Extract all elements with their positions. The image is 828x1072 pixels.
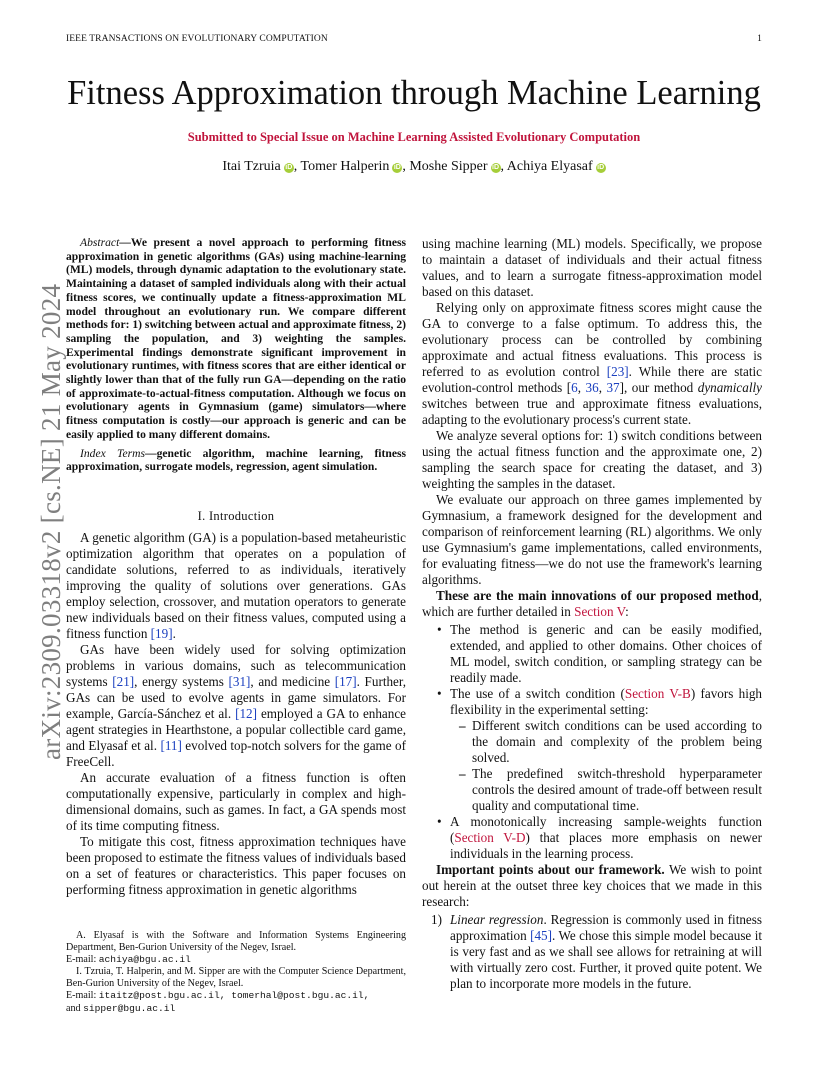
text: A genetic algorithm (GA) is a population-based metaheuristic optimization algorithm that operates on a population of candidate solutions, referred to as individuals, iteratively improving the quality of solutions over generations. GAs employ selection, crossover, and mutation operators to generate new individuals based on their fitness values, computed using a fitness function bbox=[66, 529, 406, 641]
paragraph: These are the main innovations of our proposed method, which are further detailed in Section V: bbox=[422, 588, 762, 619]
text: GAs have been widely used for solving optimization problems in various domains, such as telecommunication systems bbox=[66, 641, 406, 689]
text: A monotonically increasing sample-weights function ( bbox=[450, 814, 762, 845]
text: . While there are static evolution-control methods [ bbox=[422, 364, 762, 395]
orcid-icon[interactable]: iD bbox=[393, 164, 401, 171]
text: . Regression is commonly used in fitness approximation bbox=[450, 912, 762, 943]
paragraph: To mitigate this cost, fitness approximation techniques have been proposed to estimate the fitness values of individuals based on a set of features or characteristics. This paper focuses on performing fitness approximation in genetic algorithms bbox=[66, 833, 406, 897]
list-number: 1) bbox=[431, 912, 442, 927]
citation-link[interactable]: [19] bbox=[150, 625, 173, 641]
orcid-icon[interactable]: iD bbox=[285, 164, 293, 171]
paragraph: A genetic algorithm (GA) is a population-based metaheuristic optimization algorithm that operates on a population of candidate solutions, referred to as individuals, iteratively improving the quality of solutions over generations. GAs employ selection, crossover, and mutation operators to generate new individuals based on their fitness values, computed using a fitness function [19]. bbox=[66, 529, 406, 641]
list-item bbox=[450, 686, 762, 814]
running-head bbox=[66, 34, 762, 44]
text: , energy systems bbox=[134, 673, 229, 689]
text: switches between true and approximate fitness evaluations, adapting to the evolutionary process's current state. bbox=[422, 396, 762, 427]
paragraph: using machine learning (ML) models. Specifically, we propose to maintain a dataset of individuals and their actual fitness values, and to learn a surrogate fitness-approximation model based on this dataset. bbox=[422, 236, 762, 299]
paper-title: Fitness Approximation through Machine Learning bbox=[67, 74, 761, 112]
citation-link[interactable]: [23] bbox=[606, 364, 629, 379]
index-terms-text: —genetic algorithm, machine learning, fitness approximation, surrogate models, regression, agent simulation. bbox=[66, 446, 407, 474]
email-link[interactable]: achiya@bgu.ac.il bbox=[98, 954, 191, 966]
email-link[interactable]: itaitz@post.bgu.ac.il, tomerhal@post.bgu.ac.il, bbox=[98, 990, 370, 1002]
citation-link[interactable]: [45] bbox=[530, 928, 552, 943]
email-link[interactable]: sipper@bgu.ac.il bbox=[83, 1002, 176, 1014]
author-name: Tomer Halperin bbox=[300, 159, 390, 174]
text: These are the main innovations of our proposed method bbox=[436, 588, 759, 603]
footnote bbox=[66, 966, 406, 1014]
paper-subtitle: Submitted to Special Issue on Machine Learning Assisted Evolutionary Computation bbox=[187, 130, 641, 144]
abstract-label: Abstract bbox=[80, 236, 120, 249]
section-link[interactable]: Section V-D bbox=[454, 830, 526, 845]
key-choices-list bbox=[422, 912, 762, 992]
paragraph: An accurate evaluation of a fitness function is often computationally expensive, particularly in complex and high-dimensional domains, such as games. In fact, a GA spends most of its time computing fitness. bbox=[66, 769, 406, 833]
innovations-list bbox=[422, 622, 762, 862]
footnotes bbox=[66, 930, 406, 1015]
left-column bbox=[66, 236, 406, 898]
author-list: Itai Tzruia iD , Tomer Halperin iD , Moshe Sipper iD , Achiya Elyasaf iD bbox=[222, 159, 605, 174]
text: Important points about our framework. bbox=[436, 862, 665, 877]
text: The use of a switch condition ( bbox=[450, 686, 625, 701]
section-heading-introduction: I. Introduction bbox=[197, 508, 275, 523]
arxiv-stamp[interactable]: arXiv:2309.03318v2 [cs.NE] 21 May 2024 bbox=[36, 283, 66, 760]
citation-link[interactable]: [11] bbox=[160, 737, 182, 753]
text: ) favors high flexibility in the experimental setting: bbox=[450, 686, 763, 717]
author-name: Achiya Elyasaf bbox=[506, 159, 593, 174]
text: E-mail: bbox=[66, 954, 99, 966]
text: ) that places more emphasis on newer individuals in the learning process. bbox=[450, 830, 762, 861]
list-item: • The method is generic and can be easily modified, extended, and applied to other domains. Other choices of ML model, switch condition, or sampling strategy can be readily made. bbox=[450, 622, 762, 686]
abstract bbox=[66, 236, 406, 442]
section-link[interactable]: Section V bbox=[574, 604, 626, 619]
text: E-mail: bbox=[66, 990, 99, 1002]
footnote bbox=[66, 930, 406, 966]
page-number: 1 bbox=[757, 34, 762, 44]
text: dynamically bbox=[697, 380, 762, 395]
index-terms-label: Index Terms bbox=[80, 446, 145, 460]
list-item: – Different switch conditions can be used according to the domain and complexity of the problem being solved. bbox=[472, 718, 762, 766]
text: We wish to point out herein at the outset three key choices that we made in this research: bbox=[422, 862, 762, 909]
text: . Further, GAs can be used to evolve agents in game simulators. For example, García-Sánchez et al. bbox=[66, 673, 407, 721]
sub-list bbox=[450, 718, 762, 814]
text: . We chose this simple model because it is very fast and as we shall see allows for retraining at will with virtually zero cost. Further, it proved quite potent. We plan to incorporate more models in the future. bbox=[450, 928, 763, 991]
author-name: Itai Tzruia bbox=[222, 159, 281, 174]
paragraph: We evaluate our approach on three games implemented by Gymnasium, a framework designed for the development and comparison of reinforcement learning (RL) algorithms. We only use Gymnasium's game implementations, called environments, for evaluating fitness—we do not use the framework's learning algorithms. bbox=[422, 492, 762, 587]
author-name: Moshe Sipper bbox=[409, 159, 488, 174]
index-terms bbox=[66, 447, 406, 474]
citation-link[interactable]: [31] bbox=[228, 673, 251, 689]
orcid-icon[interactable]: iD bbox=[492, 164, 500, 171]
text: I. Tzruia, T. Halperin, and M. Sipper are with the Computer Science Department, Ben-Gurion University of the Negev, Israel. bbox=[66, 966, 406, 990]
paragraph: Relying only on approximate fitness scores might cause the GA to converge to a false optimum. To address this, the evolutionary process can be controlled by combining approximate and actual fitness evaluations. This process is referred to as evolution control [23]. While there are static evolution-control methods [6, 36, 37], our method dynamically switches between true and approximate fitness evaluations, adapting to the evolutionary process's current state. bbox=[422, 300, 762, 427]
citation-link[interactable]: 36 bbox=[585, 380, 599, 395]
citation-link[interactable]: [21] bbox=[112, 673, 135, 689]
citation-link[interactable]: 6 bbox=[571, 380, 578, 395]
right-column bbox=[422, 236, 762, 992]
orcid-icon[interactable]: iD bbox=[597, 164, 605, 171]
text: ], our method bbox=[619, 380, 698, 395]
text: , and medicine bbox=[250, 673, 335, 689]
paragraph bbox=[422, 862, 762, 910]
list-item bbox=[431, 912, 763, 992]
journal-name: IEEE TRANSACTIONS ON EVOLUTIONARY COMPUTATION bbox=[66, 34, 328, 44]
paragraph: We analyze several options for: 1) switch conditions between using the actual fitness function and the approximate one, 2) sampling the search space for creating the dataset, and 3) weighting the samples in the dataset. bbox=[422, 428, 762, 491]
text: and bbox=[66, 1002, 84, 1014]
list-item bbox=[450, 814, 762, 862]
paragraph bbox=[66, 642, 406, 770]
abstract-text: —We present a novel approach to performing fitness approximation in genetic algorithms (GAs) using machine-learning (ML) models, through dynamic adaptation to the evolutionary state. Maintaining a dataset of sampled individuals along with their actual fitness scores, we continually update a fitness-approximation ML model throughout an evolutionary run. We compare different methods for: 1) switching between actual and approximate fitness, 2) sampling the population, and 3) weighting the samples. Experimental findings demonstrate significant improvement in evolutionary runtimes, with fitness scores that are either identical or slightly lower than that of the fully run GA—depending on the ratio of approximate-to-actual-fitness computation. Although we focus on evolutionary agents in Gymnasium (game) simulators—where fitness computation is costly—our approach is generic and can be easily applied to many different domains. bbox=[66, 236, 406, 441]
section-link[interactable]: Section V-B bbox=[624, 686, 691, 701]
text: A. Elyasaf is with the Software and Information Systems Engineering Department, Ben-Gurion University of the Negev, Israel. bbox=[66, 930, 406, 954]
citation-link[interactable]: 37 bbox=[606, 380, 620, 395]
citation-link[interactable]: [12] bbox=[235, 705, 257, 721]
text: , which are further detailed in bbox=[422, 588, 762, 619]
citation-link[interactable]: [17] bbox=[334, 673, 357, 689]
text: employed a GA to enhance agent strategies in Hearthstone, a popular collectible card game, and Elyasaf et al. bbox=[66, 705, 407, 753]
text: Relying only on approximate fitness scores might cause the GA to converge to a false optimum. To address this, the evolutionary process can be controlled by combining approximate and actual fitness evaluations. This process is referred to as evolution control bbox=[422, 300, 762, 379]
text: evolved top-notch solvers for the game of FreeCell. bbox=[66, 737, 406, 769]
list-item: – The predefined switch-threshold hyperparameter controls the desired amount of trade-off between result quality and computational time. bbox=[472, 766, 762, 814]
text: Linear regression bbox=[450, 912, 544, 927]
